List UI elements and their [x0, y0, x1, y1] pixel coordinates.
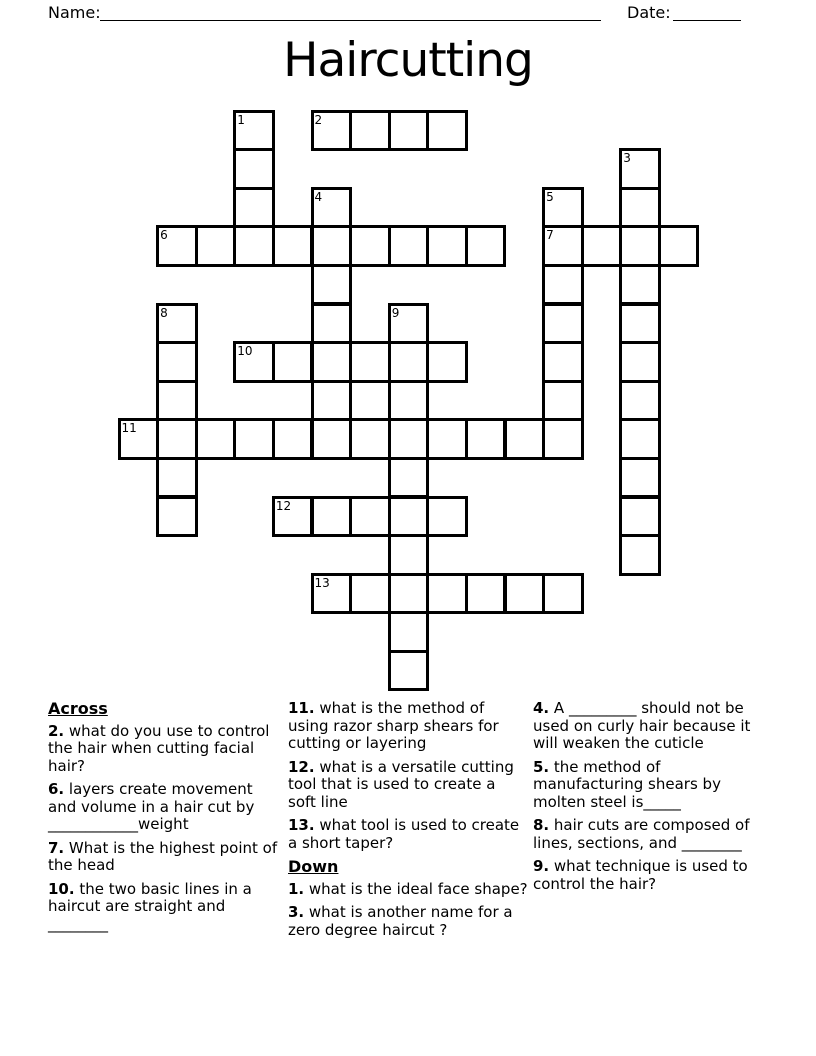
- cell-number: 2: [314, 112, 323, 127]
- grid-cell[interactable]: [426, 225, 468, 267]
- grid-cell[interactable]: [272, 418, 314, 460]
- clue-number: 4.: [533, 699, 550, 717]
- clue-down-4: [533, 700, 765, 753]
- grid-cell[interactable]: [272, 496, 314, 538]
- cell-number: 10: [237, 344, 253, 359]
- clue-number: 7.: [48, 838, 65, 857]
- cell-number: 8: [160, 305, 168, 320]
- grid-cell[interactable]: [465, 225, 507, 267]
- grid-cell[interactable]: [388, 380, 430, 422]
- grid-cell[interactable]: [388, 418, 430, 460]
- page-title: Haircutting: [283, 33, 533, 88]
- grid-cell[interactable]: [311, 225, 353, 267]
- cell-number: 9: [391, 305, 400, 320]
- grid-cell[interactable]: [542, 380, 584, 422]
- grid-cell[interactable]: [619, 264, 661, 306]
- grid-cell[interactable]: [195, 225, 237, 267]
- clue-number: 11.: [288, 699, 315, 717]
- grid-cell[interactable]: [311, 110, 353, 152]
- grid-cell[interactable]: [233, 187, 275, 229]
- grid-cell[interactable]: [272, 341, 314, 383]
- clue-across-12: [288, 759, 528, 812]
- grid-cell[interactable]: [156, 457, 198, 499]
- grid-cell[interactable]: [542, 341, 584, 383]
- clue-across-11: [288, 700, 528, 753]
- cell-number: 13: [314, 575, 330, 590]
- grid-cell[interactable]: [349, 418, 391, 460]
- grid-cell[interactable]: [349, 110, 391, 152]
- grid-cell[interactable]: [619, 187, 661, 229]
- clue-down-8: [533, 817, 765, 852]
- clue-across-13: [288, 817, 528, 852]
- grid-cell[interactable]: [388, 611, 430, 653]
- grid-cell[interactable]: [619, 225, 661, 267]
- clue-text: what tool is used to create a short taper?: [288, 816, 520, 852]
- clue-text: what is a versatile cutting tool that is used to create a soft line: [288, 757, 514, 811]
- clues-across-header: Across: [48, 699, 108, 718]
- clues-down-header: Down: [288, 857, 339, 876]
- grid-cell[interactable]: [156, 225, 198, 267]
- clue-down-5: [533, 759, 765, 812]
- grid-cell[interactable]: [118, 418, 160, 460]
- date-label: Date:: [627, 3, 671, 22]
- grid-cell[interactable]: [388, 534, 430, 576]
- grid-cell[interactable]: [349, 496, 391, 538]
- grid-cell[interactable]: [388, 110, 430, 152]
- grid-cell[interactable]: [349, 225, 391, 267]
- clue-text: What is the highest point of the head: [48, 838, 278, 874]
- grid-cell[interactable]: [233, 225, 275, 267]
- grid-cell[interactable]: [504, 573, 546, 615]
- grid-cell[interactable]: [195, 418, 237, 460]
- grid-cell[interactable]: [388, 225, 430, 267]
- name-label: Name:: [48, 3, 101, 22]
- grid-cell[interactable]: [156, 303, 198, 345]
- grid-cell[interactable]: [426, 110, 468, 152]
- grid-cell[interactable]: [426, 573, 468, 615]
- clue-text: A _________ should not be used on curly hair because it will weaken the cuticle: [533, 699, 751, 752]
- grid-cell[interactable]: [311, 341, 353, 383]
- clue-number: 10.: [48, 879, 75, 898]
- grid-cell[interactable]: [542, 573, 584, 615]
- clue-down-3: [288, 904, 528, 939]
- cell-number: 1: [237, 112, 245, 127]
- grid-cell[interactable]: [388, 457, 430, 499]
- clue-number: 8.: [533, 816, 550, 834]
- cell-number: 7: [546, 228, 554, 243]
- grid-cell[interactable]: [311, 380, 353, 422]
- grid-cell[interactable]: [542, 303, 584, 345]
- grid-cell[interactable]: [156, 341, 198, 383]
- grid-cell[interactable]: [465, 418, 507, 460]
- clue-number: 2.: [48, 721, 65, 740]
- grid-cell[interactable]: [233, 418, 275, 460]
- clue-text: what is the method of using razor sharp shears for cutting or layering: [288, 699, 499, 752]
- cell-number: 6: [160, 228, 168, 243]
- grid-cell[interactable]: [581, 225, 623, 267]
- grid-cell[interactable]: [619, 148, 661, 190]
- grid-cell[interactable]: [233, 148, 275, 190]
- grid-cell[interactable]: [156, 418, 198, 460]
- clue-number: 12.: [288, 757, 315, 776]
- grid-cell[interactable]: [388, 341, 430, 383]
- grid-cell[interactable]: [619, 457, 661, 499]
- clue-across-2: [48, 723, 282, 776]
- grid-cell[interactable]: [542, 225, 584, 267]
- grid-cell[interactable]: [658, 225, 700, 267]
- clue-text: what do you use to control the hair when cutting facial hair?: [48, 721, 270, 775]
- clue-number: 9.: [533, 857, 550, 875]
- clue-down-9: [533, 858, 765, 893]
- clue-column: [533, 700, 765, 899]
- clue-text: the method of manufacturing shears by molten steel is_____: [533, 757, 721, 811]
- grid-cell[interactable]: [542, 264, 584, 306]
- grid-cell[interactable]: [388, 303, 430, 345]
- clue-text: hair cuts are composed of lines, sections, and ________: [533, 816, 750, 852]
- grid-cell[interactable]: [426, 341, 468, 383]
- clue-text: what technique is used to control the hair?: [533, 857, 748, 893]
- cell-number: 11: [121, 421, 137, 436]
- clue-text: layers create movement and volume in a hair cut by ____________weight: [48, 780, 255, 833]
- clue-column: [48, 700, 282, 939]
- clue-column: [288, 700, 528, 945]
- grid-cell[interactable]: [156, 496, 198, 538]
- clue-number: 13.: [288, 816, 315, 834]
- clue-text: the two basic lines in a haircut are straight and ________: [48, 879, 252, 933]
- grid-cell[interactable]: [426, 418, 468, 460]
- grid-cell[interactable]: [619, 303, 661, 345]
- grid-cell[interactable]: [349, 341, 391, 383]
- clue-across-6: [48, 781, 282, 834]
- clue-number: 1.: [288, 879, 305, 898]
- clue-number: 3.: [288, 903, 305, 921]
- grid-cell[interactable]: [542, 418, 584, 460]
- grid-cell[interactable]: [272, 225, 314, 267]
- grid-cell[interactable]: [619, 496, 661, 538]
- clue-text: what is another name for a zero degree haircut ?: [288, 903, 513, 939]
- grid-cell[interactable]: [619, 534, 661, 576]
- grid-cell[interactable]: [426, 496, 468, 538]
- grid-cell[interactable]: [311, 303, 353, 345]
- clue-down-1: [288, 881, 528, 899]
- grid-cell[interactable]: [504, 418, 546, 460]
- grid-cell[interactable]: [311, 264, 353, 306]
- cell-number: 12: [275, 498, 292, 513]
- grid-cell[interactable]: [311, 418, 353, 460]
- clue-across-10: [48, 881, 282, 934]
- cell-number: 5: [546, 189, 554, 204]
- grid-cell[interactable]: [349, 573, 391, 615]
- grid-cell[interactable]: [388, 650, 430, 692]
- clue-number: 5.: [533, 757, 550, 776]
- grid-cell[interactable]: [542, 187, 584, 229]
- cell-number: 3: [623, 151, 631, 166]
- grid-cell[interactable]: [311, 496, 353, 538]
- cell-number: 4: [314, 189, 323, 204]
- clue-number: 6.: [48, 780, 65, 798]
- grid-cell[interactable]: [388, 496, 430, 538]
- grid-cell[interactable]: [619, 418, 661, 460]
- clue-text: what is the ideal face shape?: [304, 879, 528, 898]
- grid-cell[interactable]: [619, 380, 661, 422]
- grid-cell[interactable]: [156, 380, 198, 422]
- grid-cell[interactable]: [619, 341, 661, 383]
- grid-cell[interactable]: [233, 341, 275, 383]
- grid-cell[interactable]: [233, 110, 275, 152]
- grid-cell[interactable]: [311, 573, 353, 615]
- grid-cell[interactable]: [465, 573, 507, 615]
- grid-cell[interactable]: [388, 573, 430, 615]
- grid-cell[interactable]: [311, 187, 353, 229]
- clue-across-7: [48, 840, 282, 875]
